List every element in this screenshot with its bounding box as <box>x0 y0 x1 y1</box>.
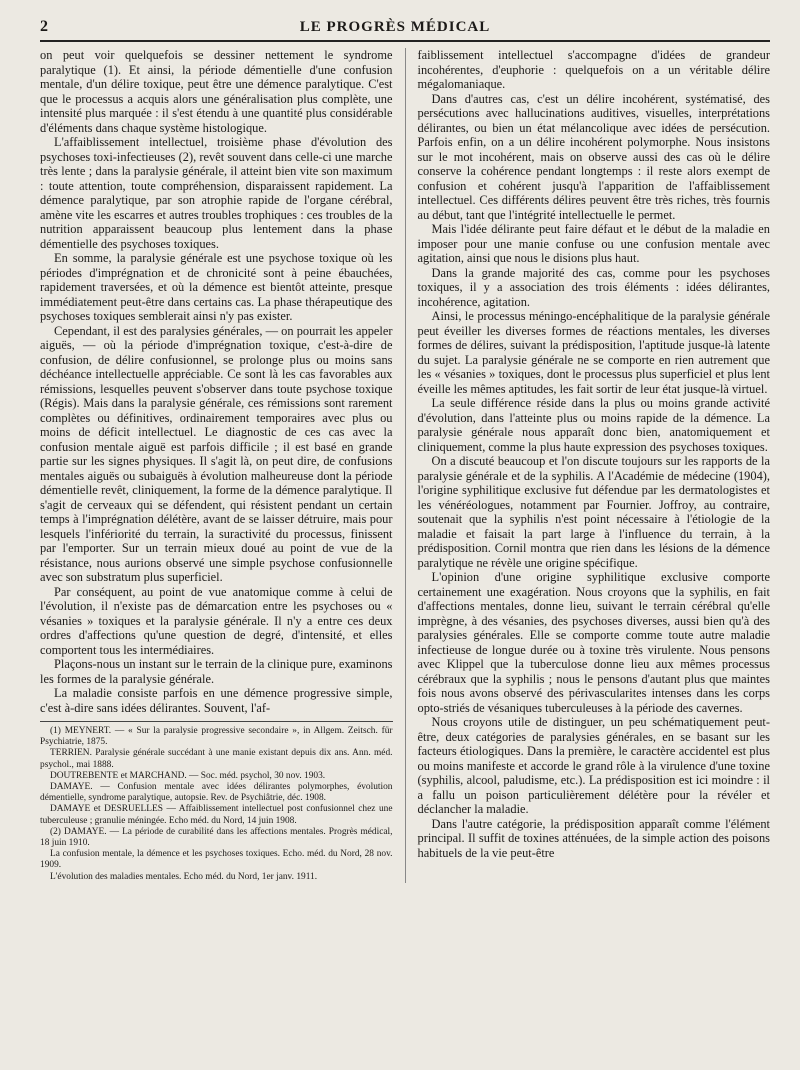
footnote: L'évolution des maladies mentales. Echo méd. du Nord, 1er janv. 1911. <box>50 871 318 882</box>
paragraph: L'affaiblissement intellectuel, troisième phase d'évolution des psychoses toxi-infectieuses (2), revêt souvent dans celle-ci une marche très lente ; dans la paralysie générale, il atteint bien vite son maximum : toute attention, toute compréhension, disparaissent rapidement. La démence paralytique, par son atrophie rapide de l'organe cérébral, amène vite les escarres et autres troubles trophiques : ces troubles de la nutrition apparaissent beaucoup plus lentement dans la phase démentielle des psychoses toxiques. <box>40 135 393 251</box>
footnote-divider <box>40 721 393 722</box>
paragraph: Cependant, il est des paralysies générales, — on pourrait les appeler aiguës, — où la période d'imprégnation toxique, c'est-à-dire de confusion, de délire confusionnel, se prolonge plus ou moins sans déchéance intellectuelle appréciable. Ce sont là les cas favorables aux rémissions, lesquelles peuvent s'observer dans toute psychose toxique (Régis). Mais dans la paralysie générale, ces rémissions sont rarement complètes ou définitives, ordinairement temporaires avec plus ou moins de déficit intellectuel. Le diagnostic de ces cas avec la confusion mentale aiguë est parfois difficile ; il est basé en grande partie sur les signes physiques. Il s'agit là, on peut dire, de confusions mentales aiguës ou subaiguës à évolution malheureuse dont la période démentielle revêt, cliniquement, la forme de la démence paralytique. Il s'agit de cerveaux qui se défendent, qui résistent pendant un certain temps à l'imprégnation délétère, avant de se laisser détruire, mais pour lesquels l'infériorité du terrain, la suractivité du processus, finissent par l'emporter. Sur un terrain mieux doué au point de vue de la résistance, nous aurions observé une simple psychose confusionnelle avec son substratum plus superficiel. <box>40 323 393 584</box>
paragraph: En somme, la paralysie générale est une psychose toxique où les périodes d'imprégnation et de chronicité sont à peine ébauchées, rapidement traversées, et où la démence est bientôt atteinte, presque immédiatement peut-être dans certains cas. La phase thérapeutique des psychoses toxiques semblerait ainsi n'y pas exister. <box>40 251 393 323</box>
paragraph: Nous croyons utile de distinguer, un peu schématiquement peut-être, deux catégories de paralysies générales, en se basant sur les facteurs étiologiques. Dans la première, le caractère accidentel est plus ou moins manifeste et accorde le grand rôle à la virulence d'une toxine (syphilis, alcool, paludisme, etc.). La prédisposition est ici moindre : il a fallu un poison particulièrement délétère pour la révéler et déclancher la maladie. <box>417 715 770 816</box>
page-header <box>40 18 770 42</box>
paragraph: La maladie consiste parfois en une démence progressive simple, c'est à-dire sans idées délirantes. Souvent, l'af- <box>40 686 393 715</box>
footnote: (2) DAMAYE. — La période de curabilité dans les affections mentales. Progrès médical, 18 juin 1910. <box>40 826 393 849</box>
left-column <box>40 48 393 883</box>
page-number: 2 <box>40 18 48 35</box>
paragraph: La seule différence réside dans la plus ou moins grande activité d'évolution, dans l'atteinte plus ou moins rapide de la démence. La paralysie générale nous apparaît donc bien, anatomiquement et cliniquement, comme la plus haute expression des psychoses toxiques. <box>417 396 770 454</box>
text-columns <box>40 48 770 883</box>
footnote: La confusion mentale, la démence et les psychoses toxiques. Echo. méd. du Nord, 28 nov. 1909. <box>40 849 393 871</box>
footnote: (1) MEYNERT. — « Sur la paralysie progressive secondaire », in Allgem. Zeitsch. für Psychiatrie, 1875. <box>40 726 393 748</box>
right-column <box>405 48 771 883</box>
paragraph: On a discuté beaucoup et l'on discute toujours sur les rapports de la paralysie générale et de la syphilis. A l'Académie de médecine (1904), l'origine syphilitique exclusive fut défendue par les dermatologistes et les vénéréologues, notamment par Fournier. Joffroy, au contraire, soutenait que la syphilis n'est point nécessaire à l'étiologie de la maladie et faisait la part large à l'influence du terrain, à la prédisposition. Cornil montra que rien dans les lésions de la démence paralytique ne révèle une origine spécifique. <box>417 454 770 570</box>
journal-title: LE PROGRÈS MÉDICAL <box>299 19 491 35</box>
footnotes <box>40 726 393 883</box>
paragraph: Plaçons-nous un instant sur le terrain de la clinique pure, examinons les formes de la paralysie générale. <box>40 657 393 686</box>
footnote: TERRIEN. Paralysie générale succédant à une manie existant depuis dix ans. Ann. méd. psychol., mai 1888. <box>40 748 393 770</box>
paragraph: faiblissement intellectuel s'accompagne d'idées de grandeur incohérentes, d'euphorie : quelquefois on a un véritable délire mégalomaniaque. <box>417 48 770 91</box>
paragraph: Ainsi, le processus méningo-encéphalitique de la paralysie générale peut éveiller les diverses formes de réactions mentales, les diverses formes de délires, suivant la prédisposition, l'aptitude jusque-là latente du sujet. La paralysie générale ne se comporte en rien autrement que les « vésanies » toxiques, dont le processus plus superficiel et plus lent éveille les mêmes aptitudes, les fait sortir de leur état jusque-là virtuel. <box>417 309 770 396</box>
footnote: DOUTREBENTE et MARCHAND. — Soc. méd. psychol, 30 nov. 1903. <box>50 770 326 781</box>
footnote: DAMAYE et DESRUELLES — Affaiblissement intellectuel post confusionnel chez une tuberculeuse ; granulie méningée. Echo méd. du Nord, 14 juin 1908. <box>40 804 393 826</box>
footnote: DAMAYE. — Confusion mentale avec idées délirantes polymorphes, évolution démentielle, syndrome paralytique, autopsie. Rev. de Psychiâtrie, déc. 1908. <box>40 782 393 804</box>
paragraph: Dans l'autre catégorie, la prédisposition apparaît comme l'élément principal. Il suffit de toxines atténuées, de la simple action des poisons habituels de la vie peut-être <box>417 816 770 860</box>
paragraph: Par conséquent, au point de vue anatomique comme à celui de l'évolution, il n'existe pas de démarcation entre les psychoses ou « vésanies » toxiques et la paralysie générale. Il n'y a entre ces deux ordres d'affections qu'une question de degré, d'intensité, et elles comportent tous les intermédiaires. <box>40 584 393 657</box>
paragraph: Mais l'idée délirante peut faire défaut et le début de la maladie en imposer pour une manie confuse ou une confusion mentale avec agitation, ainsi que nous le disions plus haut. <box>417 222 770 265</box>
paragraph: Dans d'autres cas, c'est un délire incohérent, systématisé, des persécutions avec hallucinations auditives, visuelles, interprétations délirantes, ou bien un état mélancolique avec idées de persécution. Parfois enfin, on a un délire incohérent polymorphe. Nous insistons sur le mot incohérent, mais on observe aussi des cas où le délire conserve la cohérence pendant longtemps : il reste alors exempt de confusion et cohérent jusqu'à l'apparition de l'affaiblissement intellectuel. Ces différents délires peuvent être très riches, très fournis au début, tant que l'intégrité intellectuelle le permet. <box>417 91 770 222</box>
paragraph: Dans la grande majorité des cas, comme pour les psychoses toxiques, il y a association des trois éléments : idées délirantes, incohérence, agitation. <box>417 265 770 309</box>
paragraph: L'opinion d'une origine syphilitique exclusive comporte certainement une exagération. Nous croyons que la syphilis, en fait d'affections mentales, donne lieu, suivant le terrain cérébral qu'elle imprègne, à des vésanies, des psychoses diverses, aussi bien qu'à des paralysies générales. Elle se comporte comme toute autre maladie infectieuse de longue durée ou à toxine très virulente. Nous pensons avec Klippel que la tuberculose donne lieu aux mêmes processus cérébraux que la syphilis ; nous le pensons d'autant plus que maintes fois nous avons observé des périvascularites intenses dans les corps opto-striés de vésaniques tuberculeuses à la période des cavernes. <box>417 570 770 715</box>
paragraph: on peut voir quelquefois se dessiner nettement le syndrome paralytique (1). Et ainsi, la période démentielle d'une confusion mentale, d'un délire toxique, peut être une démence paralytique. C'est que le processus a acquis alors une généralisation plus complète, une intensité plus marquée : il s'est étendu à une quantité plus considérable d'éléments dans chaque système histologique. <box>40 48 393 135</box>
